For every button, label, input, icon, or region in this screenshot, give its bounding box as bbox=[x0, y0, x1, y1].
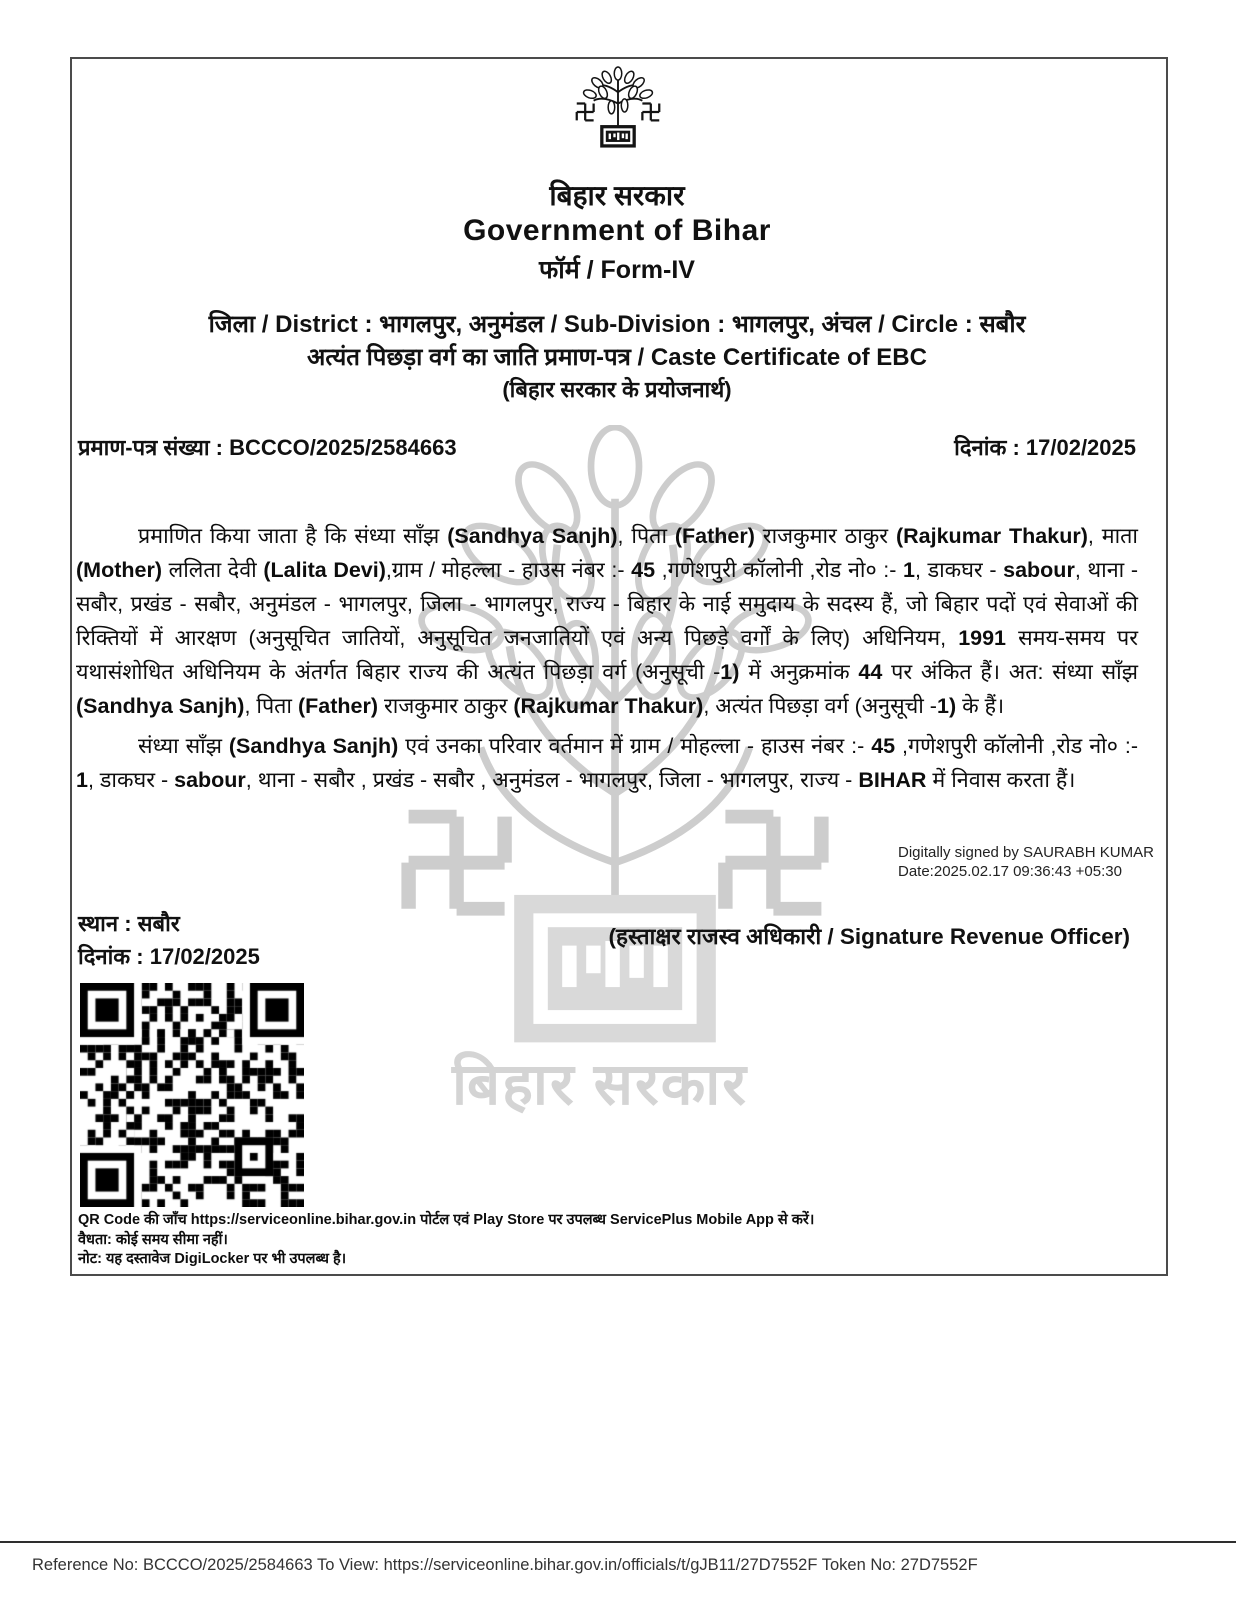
digital-signature bbox=[898, 843, 1154, 881]
note-line: वैधता: कोई समय सीमा नहीं। bbox=[78, 1231, 228, 1248]
footer-reference: Reference No: BCCCO/2025/2584663 To View: https://serviceonline.bihar.gov.in/officials/t/gJB11/27D7552F Token No: 27D7552F bbox=[32, 1556, 978, 1574]
date-line: दिनांक : 17/02/2025 bbox=[78, 944, 260, 969]
signature-officer-line: (हस्ताक्षर राजस्व अधिकारी / Signature Revenue Officer) bbox=[608, 924, 1130, 949]
form-number: फॉर्म / Form-IV bbox=[539, 256, 695, 284]
bihar-emblem-icon bbox=[571, 66, 665, 161]
footer-divider bbox=[0, 1541, 1236, 1543]
issue-date: दिनांक : 17/02/2025 bbox=[954, 435, 1136, 460]
title-english: Government of Bihar bbox=[463, 214, 771, 247]
meta-row bbox=[78, 432, 1136, 462]
note-line: नोट: यह दस्तावेज DigiLocker पर भी उपलब्ध है। bbox=[78, 1251, 347, 1267]
certificate-paragraph-1: प्रमाणित किया जाता है कि संध्या साँझ (Sandhya Sanjh), पिता (Father) राजकुमार ठाकुर (Rajkumar Thakur), माता (Mother) ललिता देवी (Lalita Devi),ग्राम / मोहल्ला - हाउस नंबर :- 45 ,गणेशपुरी कॉलोनी ,रोड नो० :- 1, डाकघर - sabour, थाना - सबौर, प्रखंड - सबौर, अनुमंडल - भागलपुर, जिला - भागलपुर, राज्य - बिहार के नाई समुदाय के सदस्य हैं, जो बिहार पदों एवं सेवाओं की रिक्तियों में आरक्षण (अनुसूचित जातियों, अनुसूचित जनजातियों एवं अन्य पिछड़े वर्गों के लिए) अधिनियम, 1991 समय-समय पर यथासंशोधित अधिनियम के अंतर्गत बिहार राज्य की अत्यंत पिछड़ा वर्ग (अनुसूची -1) में अनुक्रमांक 44 पर अंकित हैं। अत: संध्या साँझ (Sandhya Sanjh), पिता (Father) राजकुमार ठाकुर (Rajkumar Thakur), अत्यंत पिछड़ा वर्ग (अनुसूची -1) के हैं। bbox=[76, 524, 1139, 718]
watermark-text: बिहार सरकार bbox=[451, 1052, 748, 1117]
certificate-notes bbox=[78, 1211, 814, 1270]
note-line: QR Code की जाँच https://serviceonline.bihar.gov.in पोर्टल एवं Play Store पर उपलब्ध ServicePlus Mobile App से करें। bbox=[78, 1212, 815, 1228]
digital-signature-line1: Digitally signed by SAURABH KUMAR bbox=[898, 844, 1154, 861]
digital-signature-line2: Date:2025.02.17 09:36:43 +05:30 bbox=[898, 863, 1122, 880]
emblem-tree-icon bbox=[571, 66, 665, 156]
certificate-paragraph-2: संध्या साँझ (Sandhya Sanjh) एवं उनका परिवार वर्तमान में ग्राम / मोहल्ला - हाउस नंबर :- 45 ,गणेशपुरी कॉलोनी ,रोड नो० :- 1, डाकघर - sabour, थाना - सबौर , प्रखंड - सबौर , अनुमंडल - भागलपुर, जिला - भागलपुर, राज्य - BIHAR में निवास करता हैं। bbox=[76, 734, 1138, 792]
title-hindi: बिहार सरकार bbox=[549, 180, 685, 211]
certificate-title: अत्यंत पिछड़ा वर्ग का जाति प्रमाण-पत्र / Caste Certificate of EBC bbox=[307, 344, 927, 371]
district-line: जिला / District : भागलपुर, अनुमंडल / Sub-Division : भागलपुर, अंचल / Circle : सबौर bbox=[208, 311, 1026, 338]
certificate-number: प्रमाण-पत्र संख्या : BCCCO/2025/2584663 bbox=[78, 435, 457, 460]
place-line: स्थान : सबौर bbox=[78, 911, 180, 936]
qr-code bbox=[80, 983, 304, 1207]
purpose-line: (बिहार सरकार के प्रयोजनार्थ) bbox=[502, 377, 732, 402]
